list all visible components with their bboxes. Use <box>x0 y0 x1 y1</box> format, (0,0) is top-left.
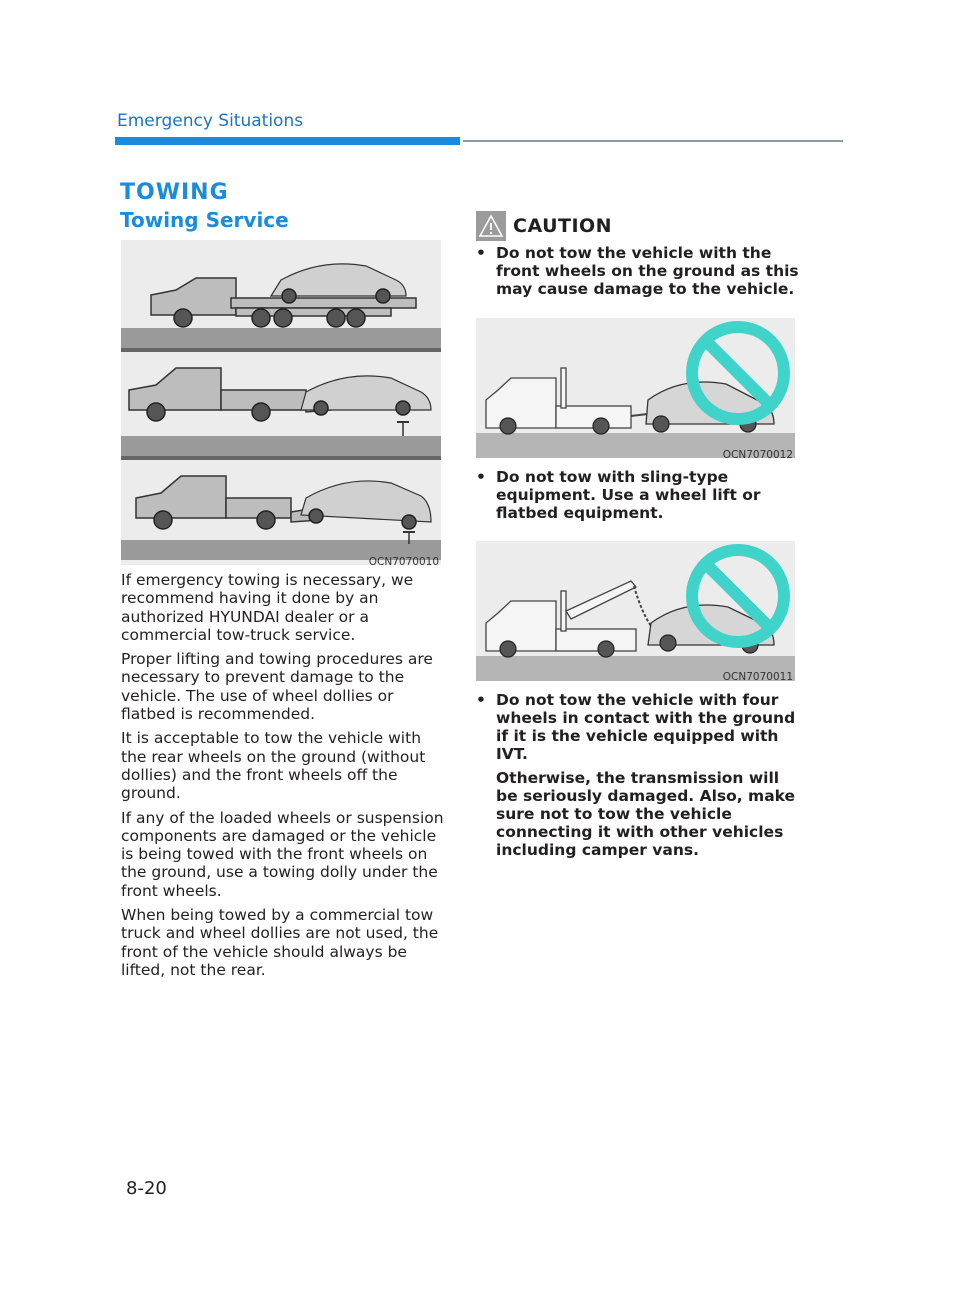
prohibited-towing-illustration-2 <box>476 541 795 681</box>
caution-text: Otherwise, the transmission will be seriously damaged. Also, make sure not to tow the vehicle connecting it with other vehicles including camper vans. <box>496 769 796 859</box>
paragraph: It is acceptable to tow the vehicle with the rear wheels on the ground (without dollies) and the front wheels off the ground. <box>121 729 426 803</box>
header-rule-accent <box>115 137 460 145</box>
figure-caption: OCN7070010 <box>368 556 439 568</box>
caution-text: Do not tow the vehicle with four wheels in contact with the ground if it is the vehicle equipped with IVT. <box>496 691 796 763</box>
caution-bullet <box>476 468 801 528</box>
subsection-title: Towing Service <box>120 208 289 232</box>
figure-caption: OCN7070011 <box>722 671 793 683</box>
caution-header <box>476 211 612 241</box>
prohibited-towing-illustration-1 <box>476 318 795 458</box>
figure-caption: OCN7070012 <box>722 449 793 461</box>
caution-text: Do not tow with sling-type equipment. Use a wheel lift or flatbed equipment. <box>496 468 761 522</box>
towing-methods-illustration <box>121 240 441 565</box>
paragraph: When being towed by a commercial tow truck and wheel dollies are not used, the front of the vehicle should always be lifted, not the rear. <box>121 906 439 979</box>
header-rule <box>463 140 843 142</box>
page-number: 8-20 <box>126 1178 167 1199</box>
paragraph: If any of the loaded wheels or suspension components are damaged or the vehicle is being towed with the front wheels on the ground, use a towing dolly under the front wheels. <box>121 808 444 900</box>
bullet-dot: • <box>476 468 486 486</box>
paragraph: Proper lifting and towing procedures are necessary to prevent damage to the vehicle. The use of wheel dollies or flatbed is recommended. <box>121 650 433 724</box>
caution-bullet <box>476 691 801 865</box>
body-text <box>121 571 446 985</box>
paragraph: If emergency towing is necessary, we recommend having it done by an authorized HYUNDAI dealer or a commercial tow-truck service. <box>121 571 414 644</box>
caution-label: CAUTION <box>513 215 613 237</box>
bullet-dot: • <box>476 691 486 709</box>
section-title: TOWING <box>120 180 229 205</box>
caution-text: Do not tow the vehicle with the front wheels on the ground as this may cause damage to the vehicle. <box>496 244 799 298</box>
running-header: Emergency Situations <box>117 111 304 131</box>
bullet-dot: • <box>476 244 486 262</box>
warning-triangle-icon <box>476 211 506 241</box>
caution-bullet <box>476 244 801 304</box>
